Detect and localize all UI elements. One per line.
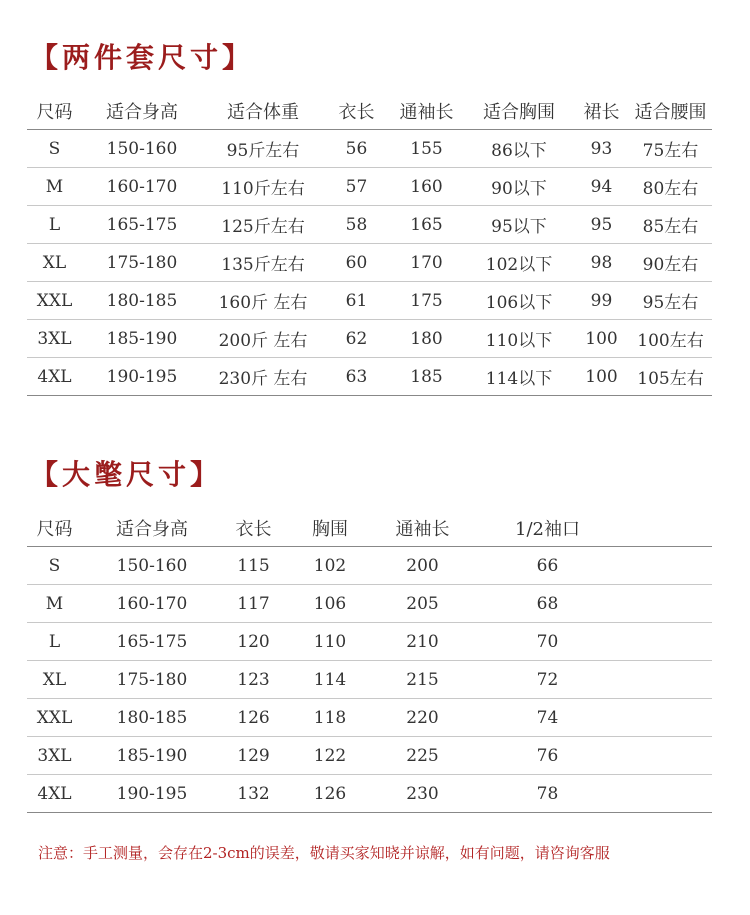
table-cell: 93 — [574, 130, 629, 168]
table-cell: 117 — [222, 585, 285, 623]
table-cell: S — [27, 130, 82, 168]
table-cell: 4XL — [27, 775, 82, 813]
table-cell: 123 — [222, 661, 285, 699]
table-row — [27, 168, 712, 206]
table-cell: 78 — [470, 775, 625, 813]
table-cell: 110 — [285, 623, 375, 661]
table-cell: 160 — [389, 168, 464, 206]
table-cell: 86以下 — [464, 130, 574, 168]
table-cell: 190-195 — [82, 775, 222, 813]
table-cell: 80左右 — [629, 168, 712, 206]
table-cell: XL — [27, 244, 82, 282]
cloak-size-title: 【大氅尺寸】 — [30, 458, 223, 491]
table-cell: 126 — [222, 699, 285, 737]
measurement-note: 注意：手工测量，会存在2-3cm的误差，敬请买家知晓并谅解，如有问题，请咨询客服 — [38, 844, 610, 862]
set-size-title: 【两件套尺寸】 — [30, 41, 255, 74]
table-row — [27, 699, 712, 737]
table-header-row — [27, 93, 712, 130]
table-cell: XXL — [27, 282, 82, 320]
table-cell: 90左右 — [629, 244, 712, 282]
table-cell: 160-170 — [82, 585, 222, 623]
header-cuff: 1/2袖口 — [470, 510, 625, 547]
table-cell: 155 — [389, 130, 464, 168]
table-cell: 118 — [285, 699, 375, 737]
table-cell: 3XL — [27, 320, 82, 358]
table-cell — [625, 699, 712, 737]
table-cell: S — [27, 547, 82, 585]
table-cell: 175-180 — [82, 244, 202, 282]
header-size: 尺码 — [27, 510, 82, 547]
table-cell: 94 — [574, 168, 629, 206]
table-row — [27, 623, 712, 661]
table-cell: XXL — [27, 699, 82, 737]
table-cell: 106以下 — [464, 282, 574, 320]
table-cell: 99 — [574, 282, 629, 320]
table-cell: 200斤 左右 — [202, 320, 324, 358]
header-height: 适合身高 — [82, 93, 202, 130]
table-cell: 129 — [222, 737, 285, 775]
table-cell: 66 — [470, 547, 625, 585]
table-cell — [625, 547, 712, 585]
header-chest: 适合胸围 — [464, 93, 574, 130]
table-cell: M — [27, 168, 82, 206]
table-cell: 180-185 — [82, 282, 202, 320]
table-cell: 72 — [470, 661, 625, 699]
table-cell: 160斤 左右 — [202, 282, 324, 320]
table-cell: L — [27, 623, 82, 661]
header-length: 衣长 — [222, 510, 285, 547]
table-cell: 185 — [389, 358, 464, 396]
table-cell: 230 — [375, 775, 470, 813]
table-cell: 125斤左右 — [202, 206, 324, 244]
table-cell: 180 — [389, 320, 464, 358]
table-cell: 95以下 — [464, 206, 574, 244]
table-cell: 4XL — [27, 358, 82, 396]
table-cell: 98 — [574, 244, 629, 282]
table-cell: 160-170 — [82, 168, 202, 206]
table-cell: 70 — [470, 623, 625, 661]
table-cell: 3XL — [27, 737, 82, 775]
table-row — [27, 585, 712, 623]
table-cell: 110以下 — [464, 320, 574, 358]
table-cell — [625, 623, 712, 661]
table-cell: 74 — [470, 699, 625, 737]
table-cell: XL — [27, 661, 82, 699]
table-cell: 95斤左右 — [202, 130, 324, 168]
table-cell: 132 — [222, 775, 285, 813]
table-cell: L — [27, 206, 82, 244]
table-cell: 230斤 左右 — [202, 358, 324, 396]
table-cell: 126 — [285, 775, 375, 813]
table-cell: 58 — [324, 206, 389, 244]
header-size: 尺码 — [27, 93, 82, 130]
table-cell: 102 — [285, 547, 375, 585]
table-row — [27, 320, 712, 358]
table-cell: 180-185 — [82, 699, 222, 737]
table-cell: 165-175 — [82, 623, 222, 661]
table-cell: 106 — [285, 585, 375, 623]
table-header-row — [27, 510, 712, 547]
table-cell: 170 — [389, 244, 464, 282]
table-row — [27, 775, 712, 813]
cloak-size-table — [27, 510, 712, 813]
table-cell: 61 — [324, 282, 389, 320]
table-cell: 165 — [389, 206, 464, 244]
table-cell: 95左右 — [629, 282, 712, 320]
table-cell: 185-190 — [82, 737, 222, 775]
table-cell: 105左右 — [629, 358, 712, 396]
cloak-size-rows — [27, 547, 712, 813]
table-cell: M — [27, 585, 82, 623]
table-row — [27, 206, 712, 244]
header-sleeve: 通袖长 — [389, 93, 464, 130]
table-cell: 95 — [574, 206, 629, 244]
table-cell: 102以下 — [464, 244, 574, 282]
table-cell: 190-195 — [82, 358, 202, 396]
table-cell: 120 — [222, 623, 285, 661]
table-cell: 115 — [222, 547, 285, 585]
table-cell: 85左右 — [629, 206, 712, 244]
table-cell: 205 — [375, 585, 470, 623]
header-skirt: 裙长 — [574, 93, 629, 130]
header-height: 适合身高 — [82, 510, 222, 547]
table-cell: 68 — [470, 585, 625, 623]
table-cell: 135斤左右 — [202, 244, 324, 282]
table-cell — [625, 661, 712, 699]
header-waist: 适合腰围 — [629, 93, 712, 130]
table-cell: 150-160 — [82, 130, 202, 168]
table-cell: 185-190 — [82, 320, 202, 358]
table-cell: 175 — [389, 282, 464, 320]
table-row — [27, 244, 712, 282]
table-cell: 60 — [324, 244, 389, 282]
table-cell: 57 — [324, 168, 389, 206]
table-cell: 210 — [375, 623, 470, 661]
table-cell: 225 — [375, 737, 470, 775]
table-cell: 110斤左右 — [202, 168, 324, 206]
header-sleeve: 通袖长 — [375, 510, 470, 547]
table-row — [27, 661, 712, 699]
table-cell: 175-180 — [82, 661, 222, 699]
table-cell — [625, 585, 712, 623]
table-cell: 215 — [375, 661, 470, 699]
table-cell: 100左右 — [629, 320, 712, 358]
table-cell: 76 — [470, 737, 625, 775]
header-chest: 胸围 — [285, 510, 375, 547]
table-row — [27, 737, 712, 775]
table-row — [27, 547, 712, 585]
table-cell: 75左右 — [629, 130, 712, 168]
table-row — [27, 282, 712, 320]
table-cell: 122 — [285, 737, 375, 775]
table-cell: 56 — [324, 130, 389, 168]
table-cell: 220 — [375, 699, 470, 737]
table-cell: 200 — [375, 547, 470, 585]
table-cell — [625, 775, 712, 813]
table-cell: 100 — [574, 320, 629, 358]
header-length: 衣长 — [324, 93, 389, 130]
table-cell — [625, 737, 712, 775]
table-cell: 62 — [324, 320, 389, 358]
table-cell: 165-175 — [82, 206, 202, 244]
table-cell: 100 — [574, 358, 629, 396]
header-empty — [625, 510, 712, 547]
table-cell: 114 — [285, 661, 375, 699]
table-row — [27, 358, 712, 396]
set-size-rows — [27, 130, 712, 396]
table-cell: 150-160 — [82, 547, 222, 585]
table-cell: 114以下 — [464, 358, 574, 396]
table-row — [27, 130, 712, 168]
header-weight: 适合体重 — [202, 93, 324, 130]
table-cell: 63 — [324, 358, 389, 396]
set-size-table — [27, 93, 712, 396]
table-cell: 90以下 — [464, 168, 574, 206]
